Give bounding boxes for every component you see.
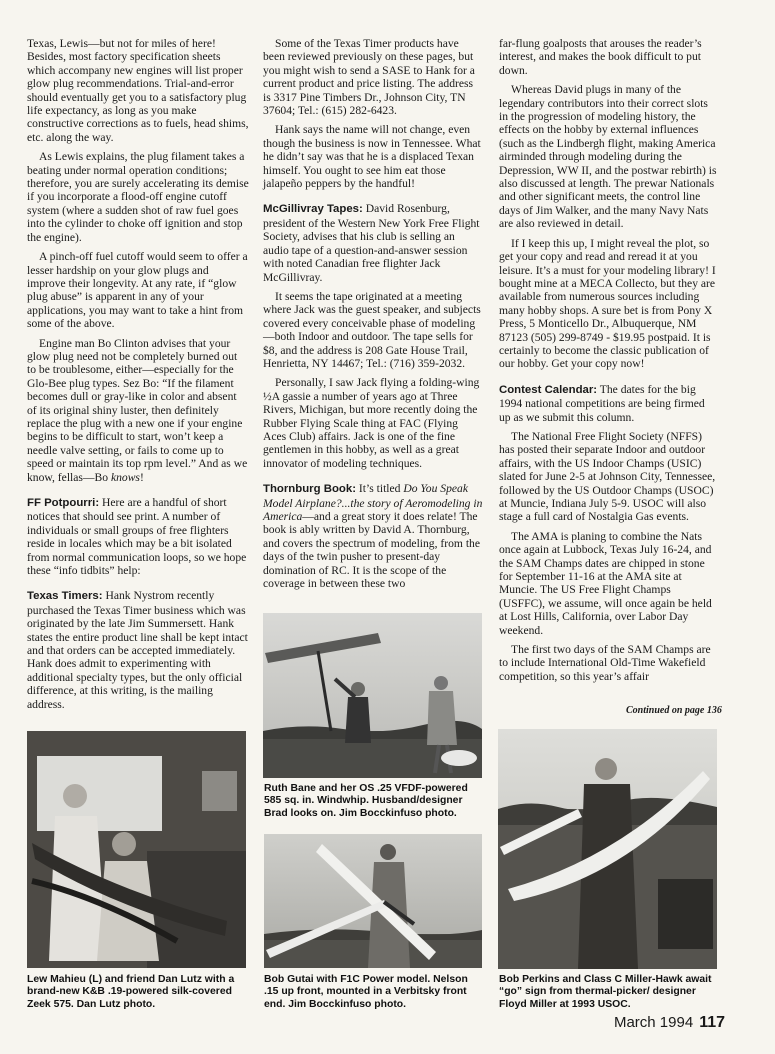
section-heading: Texas Timers: xyxy=(27,590,103,603)
paragraph: The AMA is planing to combine the Nats once again at Lubbock, Texas July 16-24, and the SAM Champs dates are chipped in stone for September 11-16 at the AMA site at Muncie. The US Free Flight Champs (USFFC), we assume, will once again be held at Lost Hills, California, over Labor Day weekend. xyxy=(499,529,712,637)
continued-note: Continued on page 136 xyxy=(626,705,722,716)
column-3 xyxy=(499,37,719,689)
photo-f1c xyxy=(264,834,482,968)
section-ff-potpourri xyxy=(27,496,249,577)
caption-windwhip: Ruth Bane and her OS .25 VFDF-powered 585 sq. in. Windwhip. Husband/designer Brad looks on. Jim Bocckinfuso photo. xyxy=(264,783,468,819)
paragraph: It seems the tape originated at a meeting where Jack was the guest speaker, and subjects covered every conceivable phase of modeling—both Indoor and outdoor. The tape sells for $8, and the address is 208 Gate House Trail, Henrietta, NY 14467; Tel.: (716) 359-2032. xyxy=(263,289,481,370)
caption-miller-hawk: Bob Perkins and Class C Miller-Hawk await “go” sign from thermal-picker/ designer Floyd Miller at 1993 USOC. xyxy=(499,974,712,1010)
paragraph-text: The dates for the big 1994 national competitions are being firmed up as we submit this column. xyxy=(499,382,705,424)
paragraph-text: Here are a handful of short notices that should see print. A number of individuals or small groups of free flighters reside in locales which may be a bit isolated from normal communication loops, so we hope these “info tidbits” help: xyxy=(27,496,247,578)
section-texas-timers xyxy=(27,589,249,711)
page-number: 117 xyxy=(699,1014,725,1031)
paragraph-text: David Rosenburg, president of the Western New York Free Flight Society, advises that his club is selling an audio tape of a question-and-answer session with noted Canadian free flighter Jack McGillivray. xyxy=(263,202,480,284)
emphasis: knows xyxy=(110,470,140,484)
paragraph: As Lewis explains, the plug filament takes a beating under normal operation conditions; therefore, you are surely accelerating its demise if you incorporate a flood-off engine cutoff system (where a sudden shot of raw fuel goes into the cylinder to choke off ignition and stop the engine). xyxy=(27,150,249,244)
section-mcgillivray-tapes xyxy=(263,202,483,283)
photo-zeek xyxy=(27,731,246,968)
column-1 xyxy=(27,37,249,717)
section-heading: Contest Calendar: xyxy=(499,383,598,396)
paragraph xyxy=(27,337,249,484)
paragraph: If I keep this up, I might reveal the plot, so get your copy and read and reread it at you leisure. It’s a must for your modeling library! I bought mine at a MECA Collecto, but they are available from numerous sources including many hobby shops. A sure bet is from Pony X Press, 5 Monticello Dr., Albuquerque, NM 87123 (505) 299-8749 - $19.95 postpaid. It is certainly to become the classic publication of our hobby. Get your copy now! xyxy=(499,236,716,371)
issue-date: March 1994 xyxy=(613,1014,694,1031)
paragraph-text: It’s titled xyxy=(356,482,404,496)
paragraph-text: Engine man Bo Clinton advises that your glow plug need not be completely burned out to be troublesome, either—especially for the Glo-Bee plug types. Sez Bo: “If the filament becomes dull or gray-like in color and absent of its original shiny luster, then definitely replace the plug with a new one if your engine begins to be difficult to start, won’t keep a needle valve setting, or fails to come up to speed or maintain its top rpm level.” And as we know, fellas—Bo xyxy=(27,336,248,484)
paragraph: A pinch-off fuel cutoff would seem to offer a lesser hardship on your glow plugs and improve their longevity. At any rate, if “glow plug abuse” is apparent in any of your applications, you may want to take a hint from some of the above. xyxy=(27,250,248,331)
photo-windwhip xyxy=(263,613,482,778)
paragraph: far-flung goalposts that arouses the reader’s interest, and makes the book difficult to put down. xyxy=(499,37,702,77)
paragraph: The first two days of the SAM Champs are to include International Old-Time Wakefield competition, so this year’s affair xyxy=(499,643,711,683)
section-heading: McGillivray Tapes: xyxy=(263,203,363,216)
paragraph: Texas, Lewis—but not for miles of here! Besides, most factory specification sheets which accompany new engines will list proper glow plug recommendations. Trial-and-error should eventually get you to a satisfactory plug life expectancy, as long as you make constructive corrections as to fuels, head shims, etc. along the way. xyxy=(27,37,249,144)
paragraph-text: Hank Nystrom recently purchased the Texas Timer business which was originated by the late Jim Summersett. Hank states the entire product line shall be kept intact and that orders can be accepted immediately. Hank does admit to experimenting with additional specialty types, but the only official difference, at this writing, is the mailing address. xyxy=(27,589,248,711)
photo-miller-hawk xyxy=(498,729,717,969)
page-footer xyxy=(614,1014,725,1032)
paragraph: Personally, I saw Jack flying a folding-wing ½A gassie a number of years ago at Three Rivers, Michigan, but more recently doing the Rubber Flying Scale thing at FAC (Flying Aces Club) affairs. Jack is one of the fine gentlemen in this hobby, as well as a great innovator of modeling techniques. xyxy=(263,376,480,470)
section-contest-calendar xyxy=(499,383,719,424)
caption-zeek: Lew Mahieu (L) and friend Dan Lutz with a brand-new K&B .19-powered silk-covered Zeek 575. Dan Lutz photo. xyxy=(27,974,235,1010)
paragraph-text: —and a great story it does relate! The book is ably written by David A. Thornburg, and covers the spectrum of modeling, from the days of the twin pusher to present-day domination of RC. It is the scope of the coverage in between these two xyxy=(263,510,480,591)
paragraph: Whereas David plugs in many of the legendary contributors into their correct slots in the progression of modeling history, the effects on the hobby by external influences (such as the Lindbergh flight, making America airminded through modeling during the Depression, WW II, and the postwar rebirth) is also discussed at length. The prewar Nationals and other significant meets, the control line days of Jim Walker, and the many Navy Nats are also reviewed in detail. xyxy=(499,83,717,231)
section-heading: Thornburg Book: xyxy=(263,483,357,496)
book-title: Do You Speak Model Airplane?...the story of Aeromodeling in America xyxy=(263,482,483,523)
column-2 xyxy=(263,37,483,596)
section-heading: FF Potpourri: xyxy=(27,497,100,509)
paragraph: The National Free Flight Society (NFFS) has posted their separate Indoor and outdoor affairs, with the US Indoor Champs (USIC) slated for June 2-5 at Johnson City, Tennessee, followed by the US Outdoor Champs (USOC) at Muncie, Indiana July 5-9. USOC will also stage a full card of Nostalgia Gas events. xyxy=(499,429,716,524)
paragraph: Hank says the name will not change, even though the business is now in Tennessee. What he didn’t say was that he is a displaced Texan himself. You ought to see him eat those jalapeño peppers by the handful! xyxy=(263,123,481,191)
paragraph-text: ! xyxy=(139,470,144,484)
caption-f1c: Bob Gutai with F1C Power model. Nelson .15 up front, mounted in a Verbitsky front end. Jim Bocckinfuso photo. xyxy=(264,974,468,1010)
paragraph: Some of the Texas Timer products have been reviewed previously on these pages, but you might wish to send a SASE to Hank for a current product and price listing. The address is 3317 Pine Timbers Dr., Johnson City, TN 37604; Tel.: (615) 282-6423. xyxy=(263,37,475,118)
section-thornburg-book xyxy=(263,482,483,590)
